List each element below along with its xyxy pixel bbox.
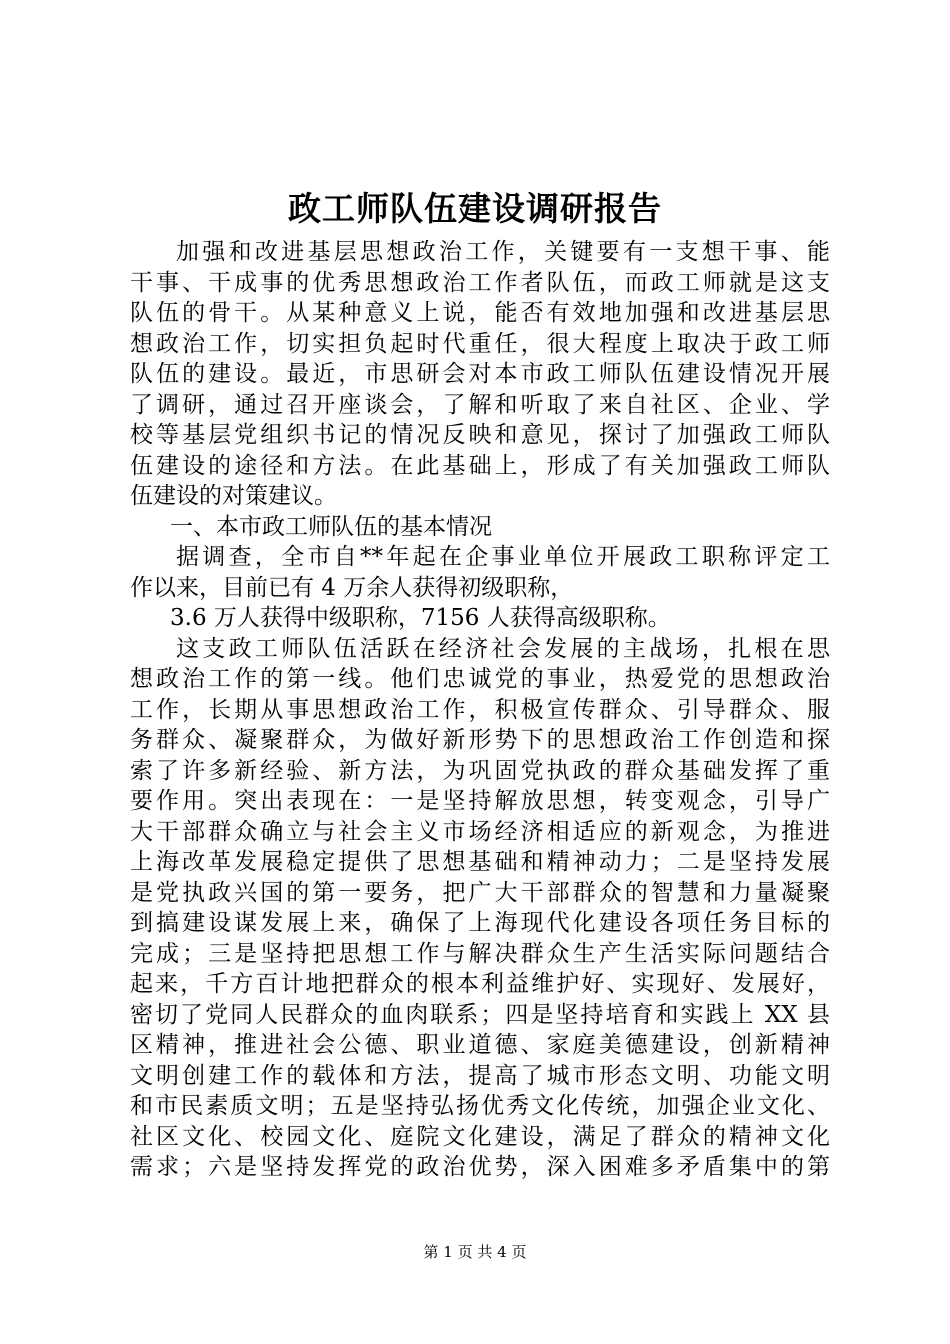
text-line: 队伍的建设。最近，市思研会对本市政工师队伍建设情况开展: [130, 361, 830, 387]
page-footer: 第 1 页 共 4 页: [423, 1243, 527, 1261]
text-line: 和市民素质文明；五是坚持弘扬优秀文化传统，加强企业文化、: [130, 1093, 830, 1119]
text-line: 伍建设的途径和方法。在此基础上，形成了有关加强政工师队: [130, 452, 830, 479]
text-line: 需求；六是坚持发挥党的政治优势，深入困难多矛盾集中的第: [130, 1154, 830, 1180]
text-line: 工作，长期从事思想政治工作，积极宣传群众、引导群众、服: [130, 696, 830, 723]
text-line: 队伍的骨干。从某种意义上说，能否有效地加强和改进基层思: [130, 300, 830, 326]
text-line: 起来，千方百计地把群众的根本利益维护好、实现好、发展好，: [130, 971, 830, 997]
text-line: 区精神，推进社会公德、职业道德、家庭美德建设，创新精神: [130, 1032, 830, 1058]
text-line: 伍建设的对策建议。: [130, 483, 337, 509]
text-line: 文明创建工作的载体和方法，提高了城市形态文明、功能文明: [130, 1062, 830, 1089]
document-title: 政工师队伍建设调研报告: [288, 189, 662, 228]
text-line: 索了许多新经验、新方法，为巩固党执政的群众基础发挥了重: [130, 757, 830, 784]
text-line: 想政治工作，切实担负起时代重任，很大程度上取决于政工师: [130, 330, 830, 357]
text-line: 务群众、凝聚群众，为做好新形势下的思想政治工作创造和探: [130, 727, 830, 753]
text-line: 了调研，通过召开座谈会，了解和听取了来自社区、企业、学: [130, 391, 830, 418]
document-body: [130, 237, 830, 1183]
text-line: 干事、干成事的优秀思想政治工作者队伍，而政工师就是这支: [130, 269, 830, 296]
text-line: 要作用。突出表现在：一是坚持解放思想，转变观念，引导广: [130, 788, 830, 814]
text-line: 上海改革发展稳定提供了思想基础和精神动力；二是坚持发展: [130, 849, 830, 875]
text-line: 社区文化、校园文化、庭院文化建设，满足了群众的精神文化: [130, 1123, 830, 1150]
text-line: 完成；三是坚持把思想工作与解决群众生产生活实际问题结合: [130, 940, 830, 967]
text-line: 据调查，全市自**年起在企事业单位开展政工职称评定工: [176, 544, 830, 570]
text-line: 大干部群众确立与社会主义市场经济相适应的新观念，为推进: [130, 818, 830, 845]
text-line: 到搞建设谋发展上来，确保了上海现代化建设各项任务目标的: [130, 910, 830, 936]
text-line: 想政治工作的第一线。他们忠诚党的事业，热爱党的思想政治: [130, 666, 830, 692]
text-line: 这支政工师队伍活跃在经济社会发展的主战场，扎根在思: [176, 635, 830, 662]
text-line: 密切了党同人民群众的血肉联系；四是坚持培育和实践上 XX 县: [130, 1001, 830, 1028]
text-line: 加强和改进基层思想政治工作，关键要有一支想干事、能: [176, 239, 830, 265]
text-line: 3.6 万人获得中级职称，7156 人获得高级职称。: [170, 605, 671, 631]
text-line: 作以来，目前已有 4 万余人获得初级职称，: [130, 574, 574, 601]
text-line: 是党执政兴国的第一要务，把广大干部群众的智慧和力量凝聚: [130, 879, 830, 906]
section-heading: 一、本市政工师队伍的基本情况: [170, 513, 492, 540]
text-line: 校等基层党组织书记的情况反映和意见，探讨了加强政工师队: [130, 422, 830, 448]
